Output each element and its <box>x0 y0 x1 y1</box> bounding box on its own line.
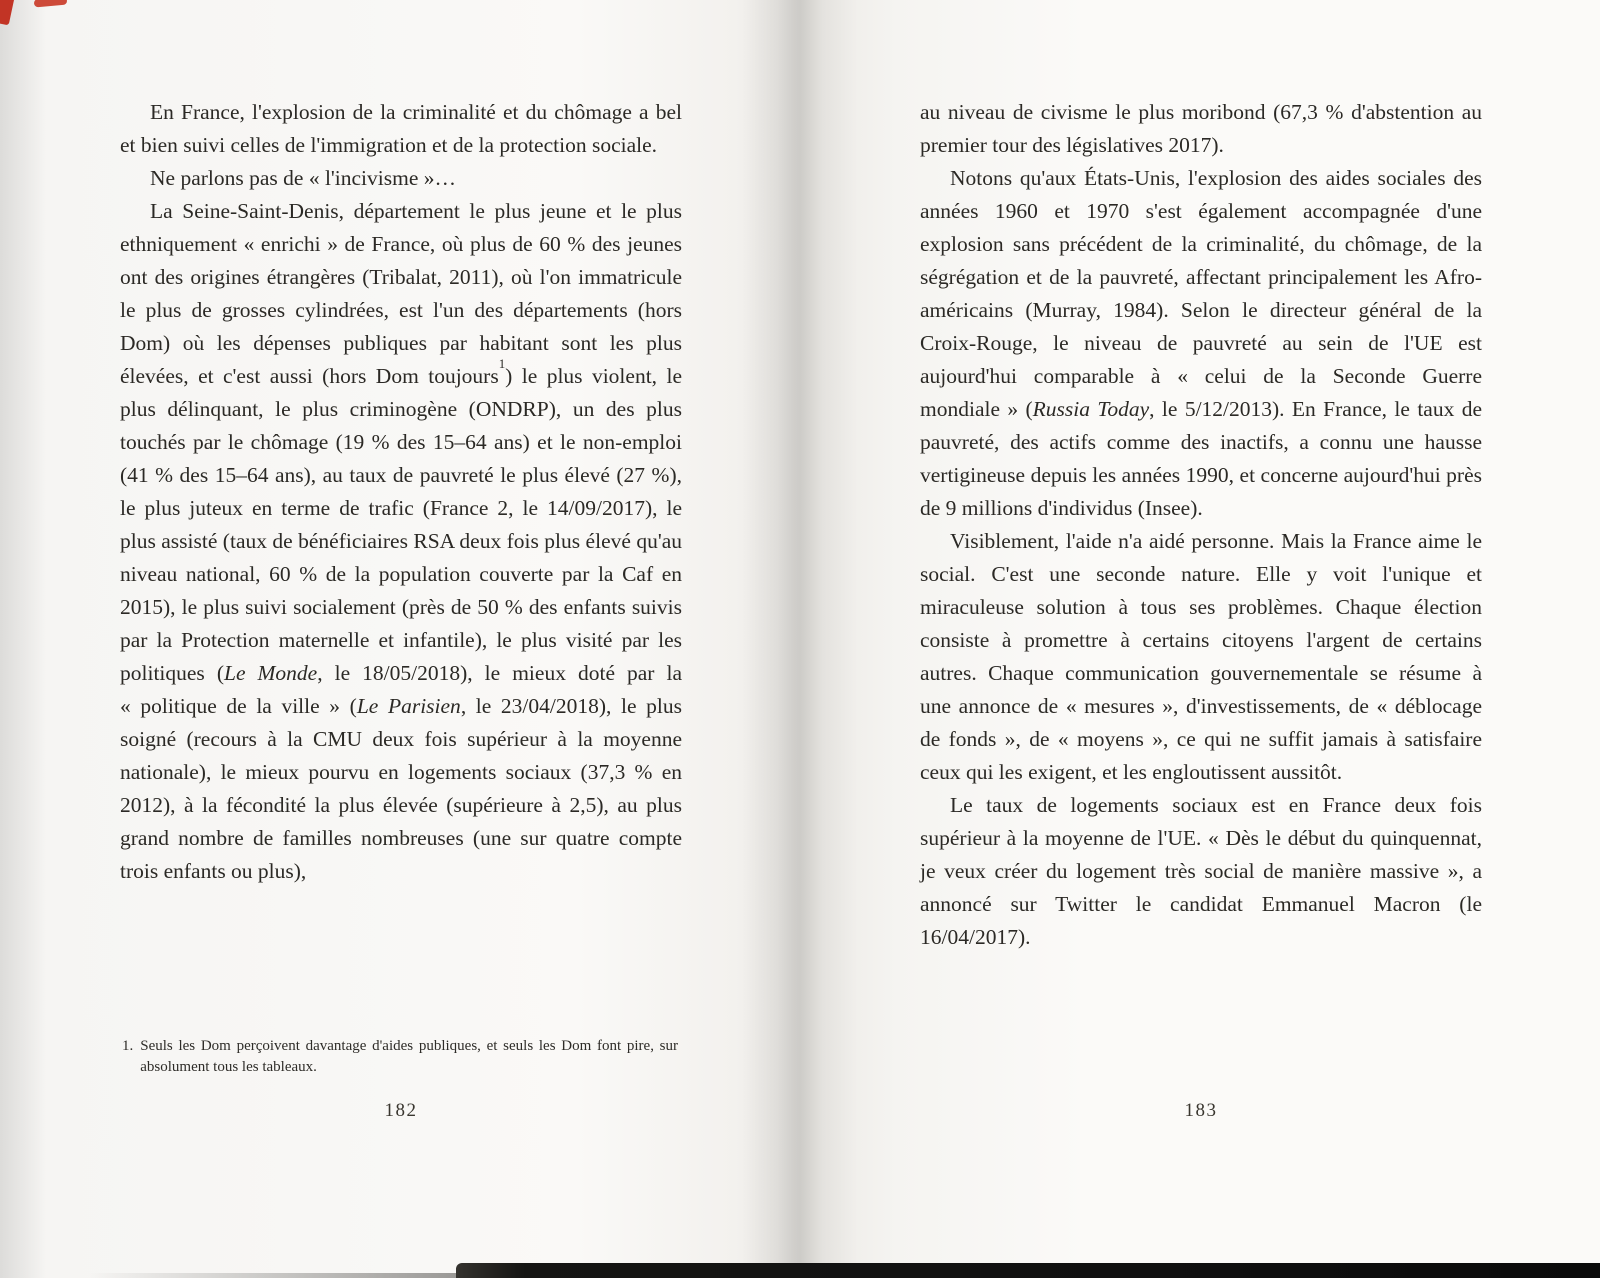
right-page-text <box>920 96 1482 954</box>
paragraph: La Seine-Saint-Denis, département le plus jeune et le plus ethniquement « enrichi » de France, où plus de 60 % des jeunes ont des origines étrangères (Tribalat, 2011), où l'on immatricule le plus de grosses cylindrées, est l'un des départements (hors Dom) où les dépenses publiques par habitant sont les plus élevées, et c'est aussi (hors Dom toujours$^1$) le plus violent, le plus délinquant, le plus criminogène (ONDRP), un des plus touchés par le chômage (19 % des 15–64 ans) et le non-emploi (41 % des 15–64 ans), au taux de pauvreté le plus élevé (27 %), le plus juteux en terme de trafic (France 2, le 14/09/2017), le plus assisté (taux de bénéficiaires RSA deux fois plus élevé qu'au niveau national, 60 % de la population couverte par la Caf en 2015), le plus suivi socialement (près de 50 % des enfants suivis par la Protection maternelle et infantile), le plus visité par les politiques (Le Monde, le 18/05/2018), le mieux doté par la « politique de la ville » (Le Parisien, le 23/04/2018), le plus soigné (recours à la CMU deux fois supérieur à la moyenne nationale), le mieux pourvu en logements sociaux (37,3 % en 2012), à la fécondité la plus élevée (supérieure à 2,5), au plus grand nombre de familles nombreuses (une sur quatre compte trois enfants ou plus), <box>120 199 683 883</box>
footnote-text: Seuls les Dom perçoivent davantage d'aides publiques, et seuls les Dom font pire, sur absolument tous les tableaux. <box>140 1038 678 1075</box>
scan-red-ink-mark <box>34 0 68 7</box>
scan-bottom-edge <box>456 1263 1600 1278</box>
scan-bottom-edge-fade <box>88 1273 456 1278</box>
italic-text: Le Monde <box>224 661 318 685</box>
page-number-right: 183 <box>1184 1100 1218 1121</box>
page-number-left: 182 <box>384 1100 418 1121</box>
paragraph: Visiblement, l'aide n'a aidé personne. Mais la France aime le social. C'est une seconde nature. Elle y voit l'unique et miraculeuse solution à tous ses problèmes. Chaque élection consiste à promettre à certains citoyens l'argent de certains autres. Chaque communication gouvernementale se résume à une annonce de « mesures », d'investissements, de « déblocage de fonds », de « moyens », ce qui ne suffit jamais à satisfaire ceux qui les exigent, et les engloutissent aussitôt. <box>920 529 1482 784</box>
left-page-text <box>120 96 682 888</box>
scan-left-edge-shadow <box>0 0 46 1278</box>
paragraph: Le taux de logements sociaux est en France deux fois supérieur à la moyenne de l'UE. « Dès le début du quinquennat, je veux créer du logement très social de manière massive », a annoncé sur Twitter le candidat Emmanuel Macron (le 16/04/2017). <box>920 793 1482 949</box>
italic-text: Russia Today <box>1032 397 1150 421</box>
footnote-marker: 1. <box>122 1038 134 1054</box>
footnote-reference: 1 <box>498 356 506 371</box>
italic-text: Le Parisien <box>356 694 461 718</box>
footnote <box>122 1036 678 1078</box>
paragraph: Ne parlons pas de « l'incivisme »… <box>150 166 457 190</box>
paragraph: En France, l'explosion de la criminalité et du chômage a bel et bien suivi celles de l'immigration et de la protection sociale. <box>120 100 682 157</box>
paragraph: au niveau de civisme le plus moribond (67,3 % d'abstention au premier tour des législatives 2017). <box>920 100 1482 157</box>
gutter-shadow <box>742 0 858 1278</box>
paragraph: Notons qu'aux États-Unis, l'explosion des aides sociales des années 1960 et 1970 s'est également accompagnée d'une explosion sans précédent de la criminalité, du chômage, de la ségrégation et de la pauvreté, affectant principalement les Afro-américains (Murray, 1984). Selon le directeur général de la Croix-Rouge, le niveau de pauvreté au sein de l'UE est aujourd'hui comparable à « celui de la Seconde Guerre mondiale » (Russia Today, le 5/12/2013). En France, le taux de pauvreté, des actifs comme des inactifs, a connu une hausse vertigineuse depuis les années 1990, et concerne aujourd'hui près de 9 millions d'individus (Insee). <box>920 166 1482 520</box>
